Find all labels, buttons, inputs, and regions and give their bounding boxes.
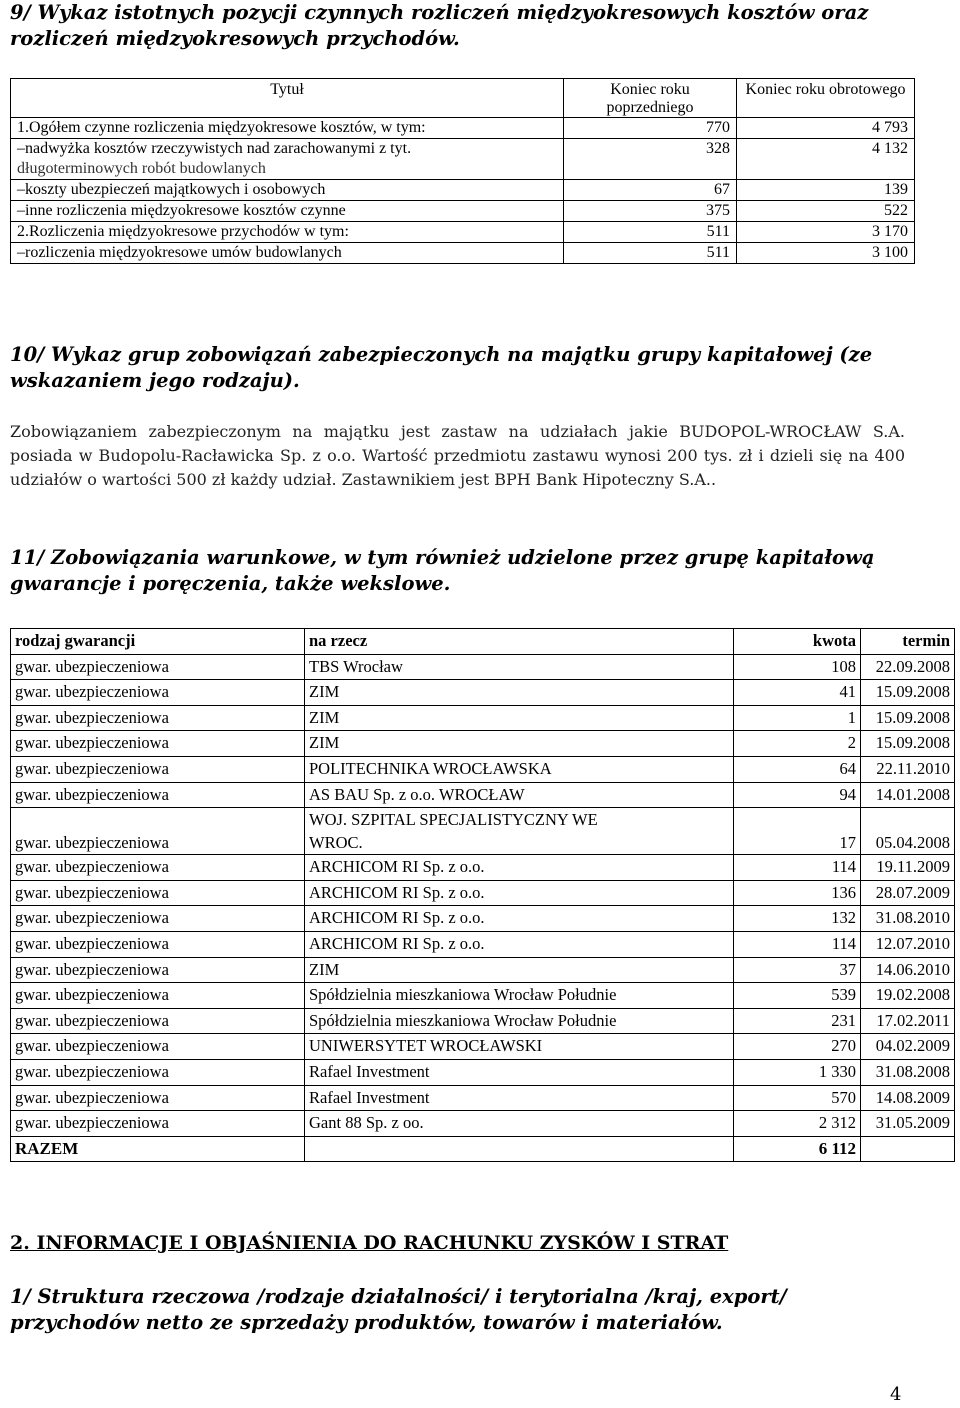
header-curr-year: Koniec roku obrotowego <box>737 79 915 118</box>
guarantee-type: gwar. ubezpieczeniowa <box>11 855 305 881</box>
guarantee-beneficiary: ARCHICOM RI Sp. z o.o. <box>305 855 734 881</box>
table-row <box>11 139 915 180</box>
guarantee-amount: 270 <box>734 1034 861 1060</box>
header-title: Tytuł <box>11 79 564 118</box>
guarantee-amount: 94 <box>734 782 861 808</box>
section-2-heading: 2. INFORMACJE I OBJAŚNIENIA DO RACHUNKU ZYSKÓW I STRAT <box>10 1232 729 1254</box>
guarantee-term: 22.11.2010 <box>861 756 955 782</box>
row-label <box>11 201 564 222</box>
table-header-row <box>11 629 955 655</box>
table-row <box>11 1008 955 1034</box>
guarantee-term: 28.07.2009 <box>861 880 955 906</box>
row-prev: 328 <box>564 139 737 180</box>
accruals-table <box>10 78 915 264</box>
section-2-1-heading: 1/ Struktura rzeczowa /rodzaje działalności/ i terytorialna /kraj, export/ przychodów netto ze sprzedaży produktów, towarów i materiałów. <box>10 1285 787 1334</box>
guarantee-type: gwar. ubezpieczeniowa <box>11 756 305 782</box>
header-amount: kwota <box>734 629 861 655</box>
guarantee-beneficiary: ZIM <box>305 680 734 706</box>
guarantee-type: gwar. ubezpieczeniowa <box>11 957 305 983</box>
table-row <box>11 1085 955 1111</box>
guarantee-term: 19.02.2008 <box>861 983 955 1009</box>
table-row <box>11 201 915 222</box>
header-type: rodzaj gwarancji <box>11 629 305 655</box>
row-label-line2: długoterminowych robót budowlanych <box>17 160 266 177</box>
guarantee-beneficiary <box>305 808 734 855</box>
row-label <box>11 243 564 264</box>
guarantee-type: gwar. ubezpieczeniowa <box>11 1111 305 1137</box>
table-row <box>11 731 955 757</box>
row-label: 1.Ogółem czynne rozliczenia międzyokresowe kosztów, w tym: <box>11 118 564 139</box>
row-curr: 3 100 <box>737 243 915 264</box>
table-row <box>11 1111 955 1137</box>
guarantee-type: gwar. ubezpieczeniowa <box>11 983 305 1009</box>
page-number: 4 <box>890 1384 902 1405</box>
guarantee-type: gwar. ubezpieczeniowa <box>11 906 305 932</box>
guarantee-term: 31.08.2008 <box>861 1059 955 1085</box>
guarantee-beneficiary: POLITECHNIKA WROCŁAWSKA <box>305 756 734 782</box>
guarantee-term: 22.09.2008 <box>861 654 955 680</box>
row-curr: 3 170 <box>737 222 915 243</box>
guarantee-amount: 17 <box>734 808 861 855</box>
guarantee-type: gwar. ubezpieczeniowa <box>11 654 305 680</box>
guarantee-amount: 1 <box>734 705 861 731</box>
row-prev: 67 <box>564 180 737 201</box>
row-curr: 139 <box>737 180 915 201</box>
table-row <box>11 983 955 1009</box>
guarantee-type: gwar. ubezpieczeniowa <box>11 880 305 906</box>
guarantee-amount: 1 330 <box>734 1059 861 1085</box>
table-row <box>11 118 915 139</box>
guarantee-beneficiary: Gant 88 Sp. z oo. <box>305 1111 734 1137</box>
beneficiary-line2: WROC. <box>309 833 363 853</box>
header-prev-year: Koniec roku poprzedniego <box>564 79 737 118</box>
section-10-paragraph: Zobowiązaniem zabezpieczonym na majątku jest zastaw na udziałach jakie BUDOPOL-WROCŁAW S.A. posiada w Budopolu-Racławicka Sp. z o.o. Wartość przedmiotu zastawu wynosi 200 tys. zł i dzieli się na 400 udziałów o wartości 500 zł każdy udział. Zastawnikiem jest BPH Bank Hipoteczny S.A.. <box>10 422 905 489</box>
guarantee-amount: 570 <box>734 1085 861 1111</box>
total-label: RAZEM <box>11 1136 305 1162</box>
table-row <box>11 1034 955 1060</box>
guarantee-amount: 539 <box>734 983 861 1009</box>
table-row <box>11 855 955 881</box>
guarantees-table <box>10 628 955 1162</box>
guarantee-beneficiary: UNIWERSYTET WROCŁAWSKI <box>305 1034 734 1060</box>
guarantee-term: 04.02.2009 <box>861 1034 955 1060</box>
table-row <box>11 654 955 680</box>
table-row <box>11 243 915 264</box>
guarantee-term: 31.05.2009 <box>861 1111 955 1137</box>
guarantee-type: gwar. ubezpieczeniowa <box>11 1034 305 1060</box>
table-row <box>11 880 955 906</box>
guarantee-beneficiary: Spółdzielnia mieszkaniowa Wrocław Południe <box>305 983 734 1009</box>
guarantee-type: gwar. ubezpieczeniowa <box>11 1008 305 1034</box>
row-prev: 770 <box>564 118 737 139</box>
total-empty <box>861 1136 955 1162</box>
guarantee-beneficiary: AS BAU Sp. z o.o. WROCŁAW <box>305 782 734 808</box>
guarantee-type: gwar. ubezpieczeniowa <box>11 1059 305 1085</box>
guarantee-beneficiary: ZIM <box>305 731 734 757</box>
guarantee-term: 17.02.2011 <box>861 1008 955 1034</box>
section-9-heading: 9/ Wykaz istotnych pozycji czynnych rozliczeń międzyokresowych kosztów oraz rozliczeń międzyokresowych przychodów. <box>10 1 869 50</box>
table-row <box>11 808 955 855</box>
guarantee-amount: 114 <box>734 931 861 957</box>
table-row <box>11 931 955 957</box>
row-label-text: – inne rozliczenia międzyokresowe kosztów czynne <box>17 202 346 219</box>
guarantee-amount: 2 <box>734 731 861 757</box>
guarantee-term: 15.09.2008 <box>861 705 955 731</box>
table-row <box>11 957 955 983</box>
table-row <box>11 906 955 932</box>
row-curr: 4 132 <box>737 139 915 180</box>
guarantee-type: gwar. ubezpieczeniowa <box>11 1085 305 1111</box>
header-for: na rzecz <box>305 629 734 655</box>
guarantee-term: 05.04.2008 <box>861 808 955 855</box>
beneficiary-line1: WOJ. SZPITAL SPECJALISTYCZNY WE <box>309 810 598 830</box>
table-row <box>11 756 955 782</box>
guarantee-type: gwar. ubezpieczeniowa <box>11 808 305 855</box>
guarantee-beneficiary: ZIM <box>305 705 734 731</box>
guarantee-term: 15.09.2008 <box>861 731 955 757</box>
guarantee-amount: 41 <box>734 680 861 706</box>
table-header-row <box>11 79 915 118</box>
guarantees-body <box>11 654 955 1136</box>
guarantee-type: gwar. ubezpieczeniowa <box>11 731 305 757</box>
guarantee-type: gwar. ubezpieczeniowa <box>11 782 305 808</box>
table-row <box>11 782 955 808</box>
table-row <box>11 705 955 731</box>
section-11-heading: 11/ Zobowiązania warunkowe, w tym również udzielone przez grupę kapitałową gwarancje i poręczenia, także wekslowe. <box>10 546 875 595</box>
guarantee-beneficiary: Rafael Investment <box>305 1085 734 1111</box>
row-label <box>11 180 564 201</box>
guarantee-beneficiary: ZIM <box>305 957 734 983</box>
guarantee-beneficiary: TBS Wrocław <box>305 654 734 680</box>
guarantee-amount: 64 <box>734 756 861 782</box>
table-row <box>11 1059 955 1085</box>
guarantee-amount: 2 312 <box>734 1111 861 1137</box>
row-curr: 522 <box>737 201 915 222</box>
row-label-line1: – nadwyżka kosztów rzeczywistych nad zarachowanymi z tyt. <box>17 139 557 159</box>
total-row <box>11 1136 955 1162</box>
row-label-text: – koszty ubezpieczeń majątkowych i osobowych <box>17 181 325 198</box>
row-prev: 375 <box>564 201 737 222</box>
header-term: termin <box>861 629 955 655</box>
guarantee-type: gwar. ubezpieczeniowa <box>11 705 305 731</box>
row-curr: 4 793 <box>737 118 915 139</box>
table-row <box>11 680 955 706</box>
guarantee-type: gwar. ubezpieczeniowa <box>11 931 305 957</box>
guarantee-beneficiary: ARCHICOM RI Sp. z o.o. <box>305 906 734 932</box>
row-prev: 511 <box>564 243 737 264</box>
row-label: 2.Rozliczenia międzyokresowe przychodów w tym: <box>11 222 564 243</box>
guarantee-type: gwar. ubezpieczeniowa <box>11 680 305 706</box>
guarantee-beneficiary: Rafael Investment <box>305 1059 734 1085</box>
guarantee-term: 31.08.2010 <box>861 906 955 932</box>
guarantee-term: 15.09.2008 <box>861 680 955 706</box>
guarantee-amount: 108 <box>734 654 861 680</box>
guarantee-amount: 231 <box>734 1008 861 1034</box>
guarantee-term: 19.11.2009 <box>861 855 955 881</box>
guarantee-amount: 37 <box>734 957 861 983</box>
guarantee-term: 14.08.2009 <box>861 1085 955 1111</box>
guarantee-beneficiary: ARCHICOM RI Sp. z o.o. <box>305 880 734 906</box>
guarantee-amount: 136 <box>734 880 861 906</box>
guarantee-term: 14.06.2010 <box>861 957 955 983</box>
guarantee-term: 12.07.2010 <box>861 931 955 957</box>
guarantee-amount: 114 <box>734 855 861 881</box>
row-label-text: – rozliczenia międzyokresowe umów budowlanych <box>17 244 342 261</box>
total-amount: 6 112 <box>734 1136 861 1162</box>
table-row <box>11 180 915 201</box>
guarantee-amount: 132 <box>734 906 861 932</box>
total-empty <box>305 1136 734 1162</box>
guarantee-beneficiary: Spółdzielnia mieszkaniowa Wrocław Południe <box>305 1008 734 1034</box>
guarantee-term: 14.01.2008 <box>861 782 955 808</box>
section-10-heading: 10/ Wykaz grup zobowiązań zabezpieczonych na majątku grupy kapitałowej (ze wskazaniem jego rodzaju). <box>10 343 873 392</box>
table-row <box>11 222 915 243</box>
guarantee-beneficiary: ARCHICOM RI Sp. z o.o. <box>305 931 734 957</box>
row-prev: 511 <box>564 222 737 243</box>
row-label <box>11 139 564 180</box>
